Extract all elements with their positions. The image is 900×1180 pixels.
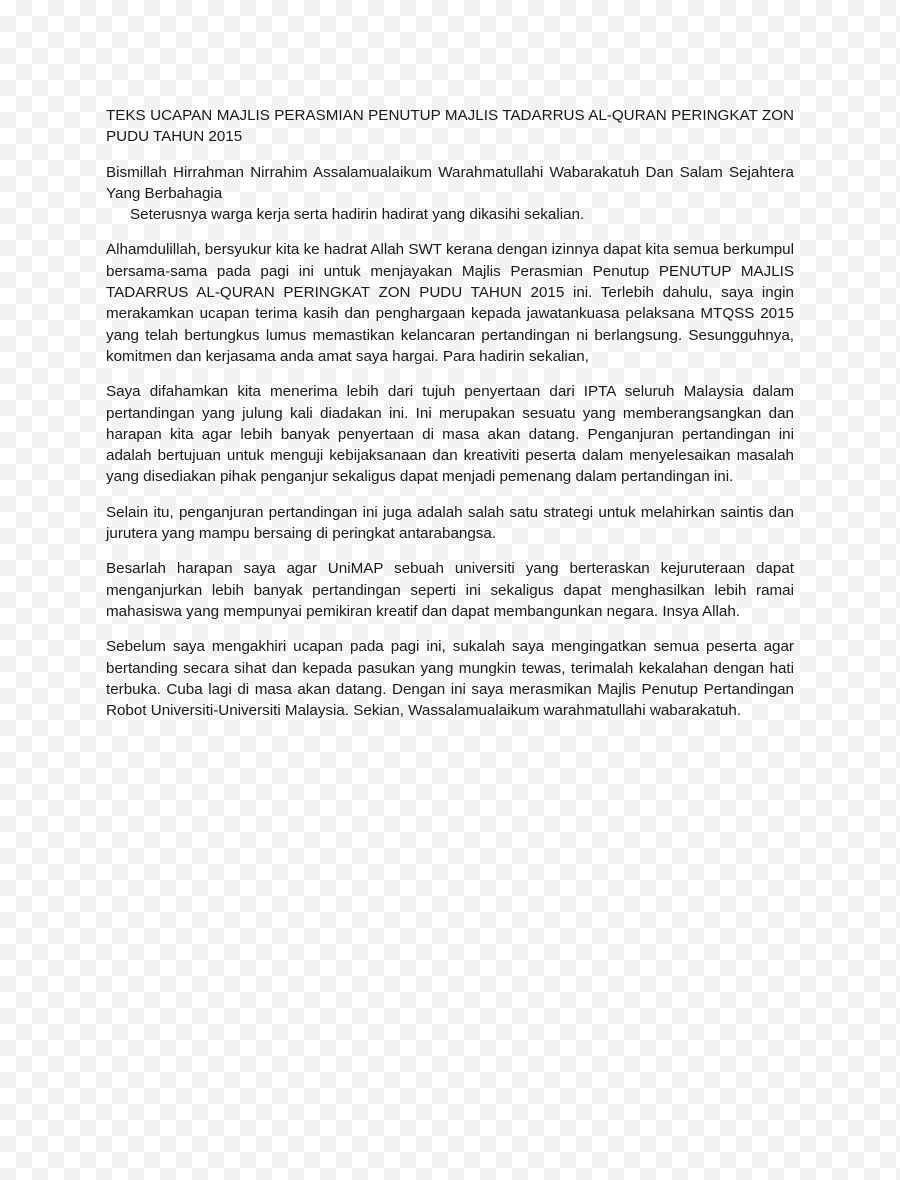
document-body [106, 105, 794, 721]
greeting-continued: Seterusnya warga kerja serta hadirin hadirat yang dikasihi sekalian. [130, 206, 585, 224]
body-paragraph-4: Besarlah harapan saya agar UniMAP sebuah universiti yang berteraskan kejuruteraan dapat menganjurkan lebih banyak pertandingan seperti ini sekaligus dapat menghasilkan lebih ramai mahasiswa yang mempunyai pemikiran kreatif dan dapat membangunkan negara. Insya Allah. [106, 560, 794, 620]
body-paragraph-1: Alhamdulillah, bersyukur kita ke hadrat Allah SWT kerana dengan izinnya dapat kita semua berkumpul bersama-sama pada pagi ini untuk menjayakan Majlis Perasmian Penutup PENUTUP MAJLIS TADARRUS AL-QURAN PERINGKAT ZON PUDU TAHUN 2015 ini. Terlebih dahulu, saya ingin merakamkan ucapan terima kasih dan penghargaan kepada jawatankuasa pelaksana MTQSS 2015 yang telah bertungkus lumus memastikan kelancaran pertandingan ni berlangsung. Sesungguhnya, komitmen dan kerjasama anda amat saya hargai. Para hadirin sekalian, [106, 241, 794, 365]
greeting-paragraph: Bismillah Hirrahman Nirrahim Assalamualaikum Warahmatullahi Wabarakatuh Dan Salam Sejahtera Yang Berbahagia [106, 163, 794, 202]
body-paragraph-2: Saya difahamkan kita menerima lebih dari tujuh penyertaan dari IPTA seluruh Malaysia dalam pertandingan yang julung kali diadakan ini. Ini merupakan sesuatu yang memberangsangkan dan harapan kita agar lebih banyak penyertaan di masa akan datang. Penganjuran pertandingan ini adalah bertujuan untuk menguji kebijaksanaan dan kreativiti peserta dalam menyelesaikan masalah yang disediakan pihak penganjur sekaligus dapat menjadi pemenang dalam pertandingan ini. [106, 383, 794, 486]
body-paragraph-3: Selain itu, penganjuran pertandingan ini juga adalah salah satu strategi untuk melahirkan saintis dan jurutera yang mampu bersaing di peringkat antarabangsa. [106, 503, 794, 543]
document-title: TEKS UCAPAN MAJLIS PERASMIAN PENUTUP MAJLIS TADARRUS AL-QURAN PERINGKAT ZON PUDU TAHUN 2015 [106, 107, 794, 146]
body-paragraph-5: Sebelum saya mengakhiri ucapan pada pagi ini, sukalah saya mengingatkan semua peserta agar bertanding secara sihat dan kepada pasukan yang mungkin tewas, terimalah kekalahan dengan hati terbuka. Cuba lagi di masa akan datang. Dengan ini saya merasmikan Majlis Penutup Pertandingan Robot Universiti-Universiti Malaysia. Sekian, Wassalamualaikum warahmatullahi wabarakatuh. [106, 638, 794, 720]
